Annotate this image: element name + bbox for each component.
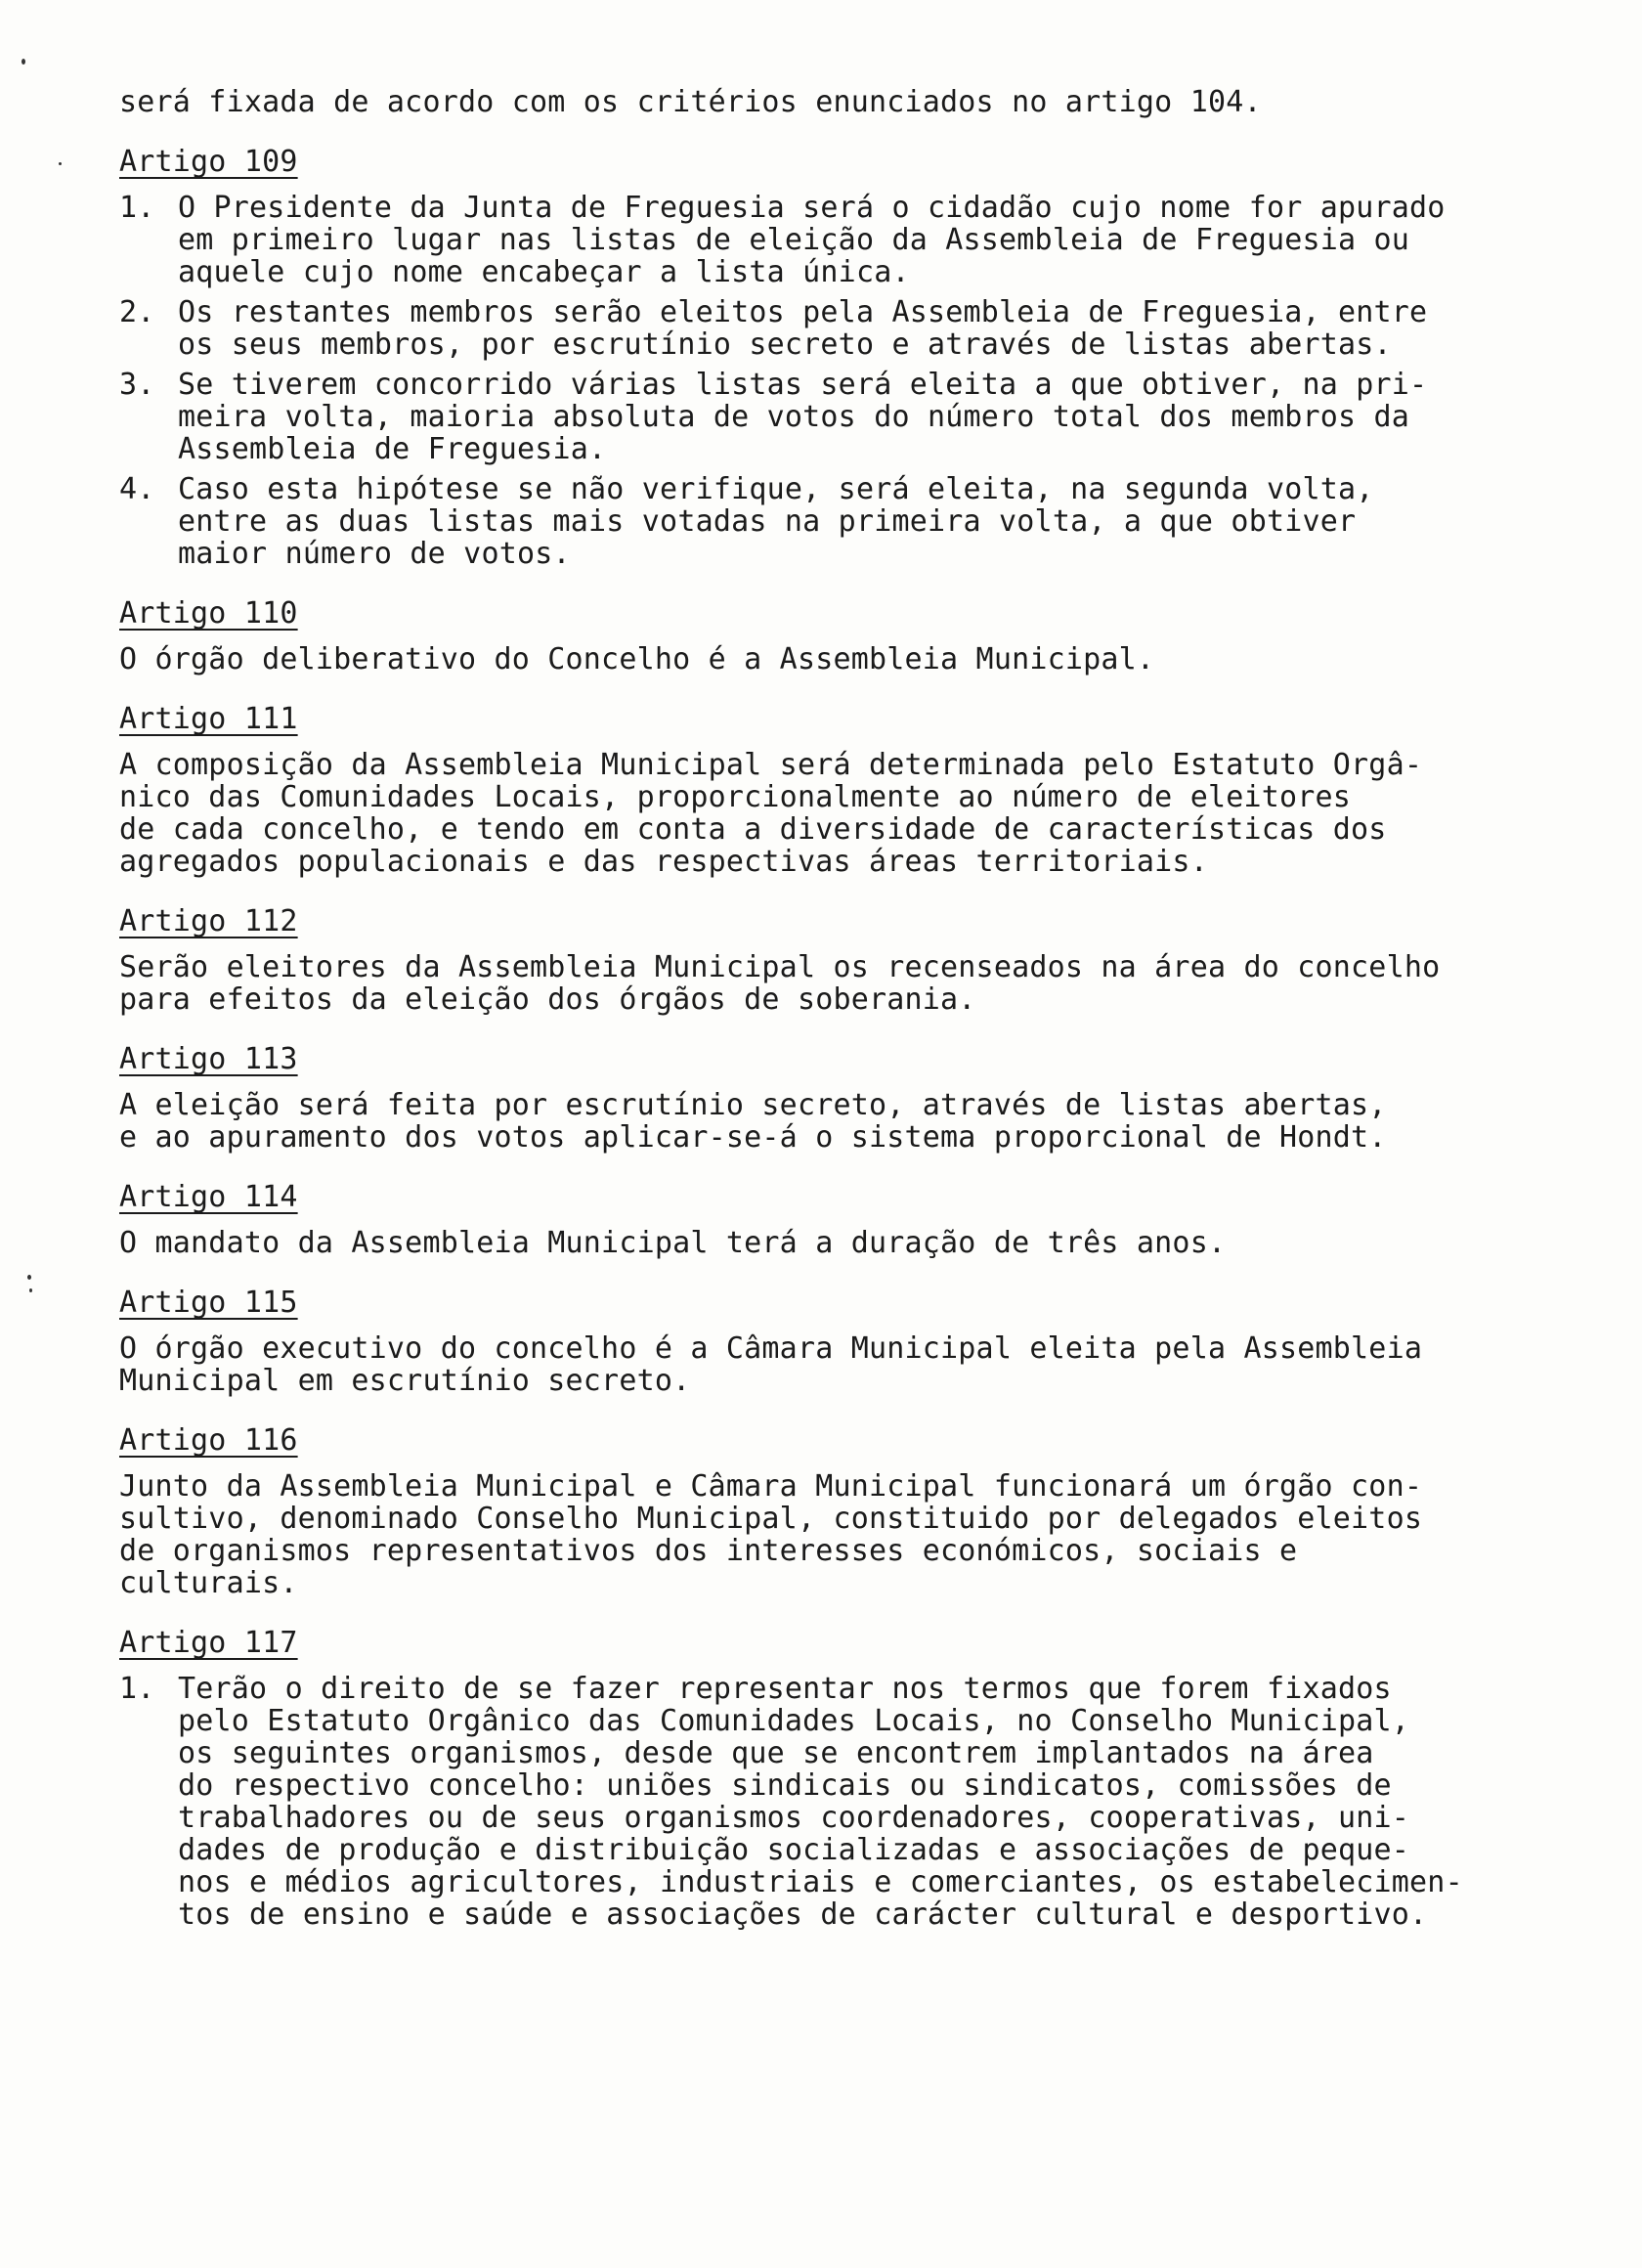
text-line: O Presidente da Junta de Freguesia será o cidadão cujo nome for apurado — [178, 191, 1446, 225]
text-line: meira volta, maioria absoluta de votos do número total dos membros da — [178, 400, 1410, 434]
document-body — [119, 86, 1605, 1939]
article-heading: Artigo 117 — [119, 1626, 298, 1660]
text-line: Caso esta hipótese se não verifique, será eleita, na segunda volta, — [178, 472, 1374, 506]
text-line: Serão eleitores da Assembleia Municipal os recenseados na área do concelho — [119, 950, 1441, 984]
article — [119, 703, 1605, 878]
item-number: 4. — [119, 472, 155, 506]
text-line: para efeitos da eleição dos órgãos de soberania. — [119, 982, 976, 1017]
intro-line: será fixada de acordo com os critérios enunciados no artigo 104. — [119, 85, 1262, 119]
article — [119, 1043, 1605, 1154]
article-paragraph — [119, 749, 1605, 878]
article-paragraph — [119, 1089, 1605, 1154]
item-number: 1. — [119, 1672, 155, 1706]
article-heading: Artigo 115 — [119, 1286, 298, 1320]
text-line: maior número de votos. — [178, 537, 571, 571]
text-line: Se tiverem concorrido várias listas será eleita a que obtiver, na pri- — [178, 368, 1428, 402]
text-line: agregados populacionais e das respectivas áreas territoriais. — [119, 845, 1208, 879]
article-paragraph — [119, 1332, 1605, 1397]
list-item — [119, 1673, 1605, 1931]
article-heading: Artigo 113 — [119, 1042, 298, 1076]
text-line: Municipal em escrutínio secreto. — [119, 1364, 691, 1398]
numbered-list — [119, 1673, 1605, 1931]
article-heading: Artigo 112 — [119, 904, 298, 938]
text-line: Terão o direito de se fazer representar nos termos que forem fixados — [178, 1672, 1392, 1706]
text-line: A eleição será feita por escrutínio secreto, através de listas abertas, — [119, 1088, 1387, 1122]
text-line: de organismos representativos dos interesses económicos, sociais e — [119, 1534, 1298, 1568]
text-line: Assembleia de Freguesia. — [178, 432, 607, 466]
article-paragraph — [119, 1470, 1605, 1599]
text-line: e ao apuramento dos votos aplicar-se-á o sistema proporcional de Hondt. — [119, 1120, 1387, 1155]
text-line: O órgão deliberativo do Concelho é a Assembleia Municipal. — [119, 642, 1155, 676]
list-item — [119, 473, 1605, 570]
text-line: sultivo, denominado Conselho Municipal, constituido por delegados eleitos — [119, 1502, 1423, 1536]
article — [119, 597, 1605, 676]
text-line: O mandato da Assembleia Municipal terá a duração de três anos. — [119, 1226, 1227, 1260]
article-heading: Artigo 111 — [119, 702, 298, 736]
article — [119, 146, 1605, 570]
article — [119, 1181, 1605, 1259]
text-line: culturais. — [119, 1566, 298, 1600]
article — [119, 1287, 1605, 1397]
text-line: A composição da Assembleia Municipal será determinada pelo Estatuto Orgâ- — [119, 748, 1423, 782]
list-item — [119, 192, 1605, 288]
item-text — [178, 369, 1605, 465]
item-text — [178, 473, 1605, 570]
item-number: 2. — [119, 295, 155, 329]
item-number: 1. — [119, 191, 155, 225]
margin-mark — [22, 59, 25, 65]
article-paragraph — [119, 951, 1605, 1016]
text-line: nos e médios agricultores, industriais e comerciantes, os estabelecimen- — [178, 1865, 1463, 1899]
text-line: dades de produção e distribuição socializadas e associações de peque- — [178, 1833, 1410, 1867]
text-line: os seguintes organismos, desde que se encontrem implantados na área — [178, 1736, 1374, 1770]
text-line: O órgão executivo do concelho é a Câmara Municipal eleita pela Assembleia — [119, 1331, 1423, 1366]
numbered-list — [119, 192, 1605, 570]
article-paragraph — [119, 1227, 1605, 1259]
item-number: 3. — [119, 368, 155, 402]
articles-list — [119, 146, 1605, 1931]
item-text — [178, 296, 1605, 361]
article — [119, 905, 1605, 1016]
text-line: nico das Comunidades Locais, proporcionalmente ao número de eleitores — [119, 780, 1352, 814]
article-heading: Artigo 109 — [119, 145, 298, 179]
text-line: Os restantes membros serão eleitos pela Assembleia de Freguesia, entre — [178, 295, 1428, 329]
item-text — [178, 1673, 1605, 1931]
text-line: em primeiro lugar nas listas de eleição da Assembleia de Freguesia ou — [178, 223, 1410, 257]
article-heading: Artigo 110 — [119, 596, 298, 631]
text-line: Junto da Assembleia Municipal e Câmara Municipal funcionará um órgão con- — [119, 1469, 1423, 1504]
text-line: aquele cujo nome encabeçar a lista única. — [178, 255, 910, 289]
article-heading: Artigo 114 — [119, 1180, 298, 1214]
list-item — [119, 296, 1605, 361]
text-line: do respectivo concelho: uniões sindicais ou sindicatos, comissões de — [178, 1768, 1392, 1803]
text-line: os seus membros, por escrutínio secreto e através de listas abertas. — [178, 327, 1392, 362]
margin-mark — [59, 162, 62, 165]
item-text — [178, 192, 1605, 288]
text-line: pelo Estatuto Orgânico das Comunidades Locais, no Conselho Municipal, — [178, 1704, 1410, 1738]
article — [119, 1424, 1605, 1599]
article-heading: Artigo 116 — [119, 1423, 298, 1458]
text-line: trabalhadores ou de seus organismos coordenadores, cooperativas, uni- — [178, 1801, 1410, 1835]
text-line: entre as duas listas mais votadas na primeira volta, a que obtiver — [178, 504, 1357, 539]
text-line: tos de ensino e saúde e associações de carácter cultural e desportivo. — [178, 1897, 1428, 1932]
margin-mark — [29, 1288, 32, 1292]
article-paragraph — [119, 643, 1605, 676]
article — [119, 1627, 1605, 1931]
text-line: de cada concelho, e tendo em conta a diversidade de características dos — [119, 812, 1387, 847]
margin-mark — [27, 1275, 31, 1280]
list-item — [119, 369, 1605, 465]
